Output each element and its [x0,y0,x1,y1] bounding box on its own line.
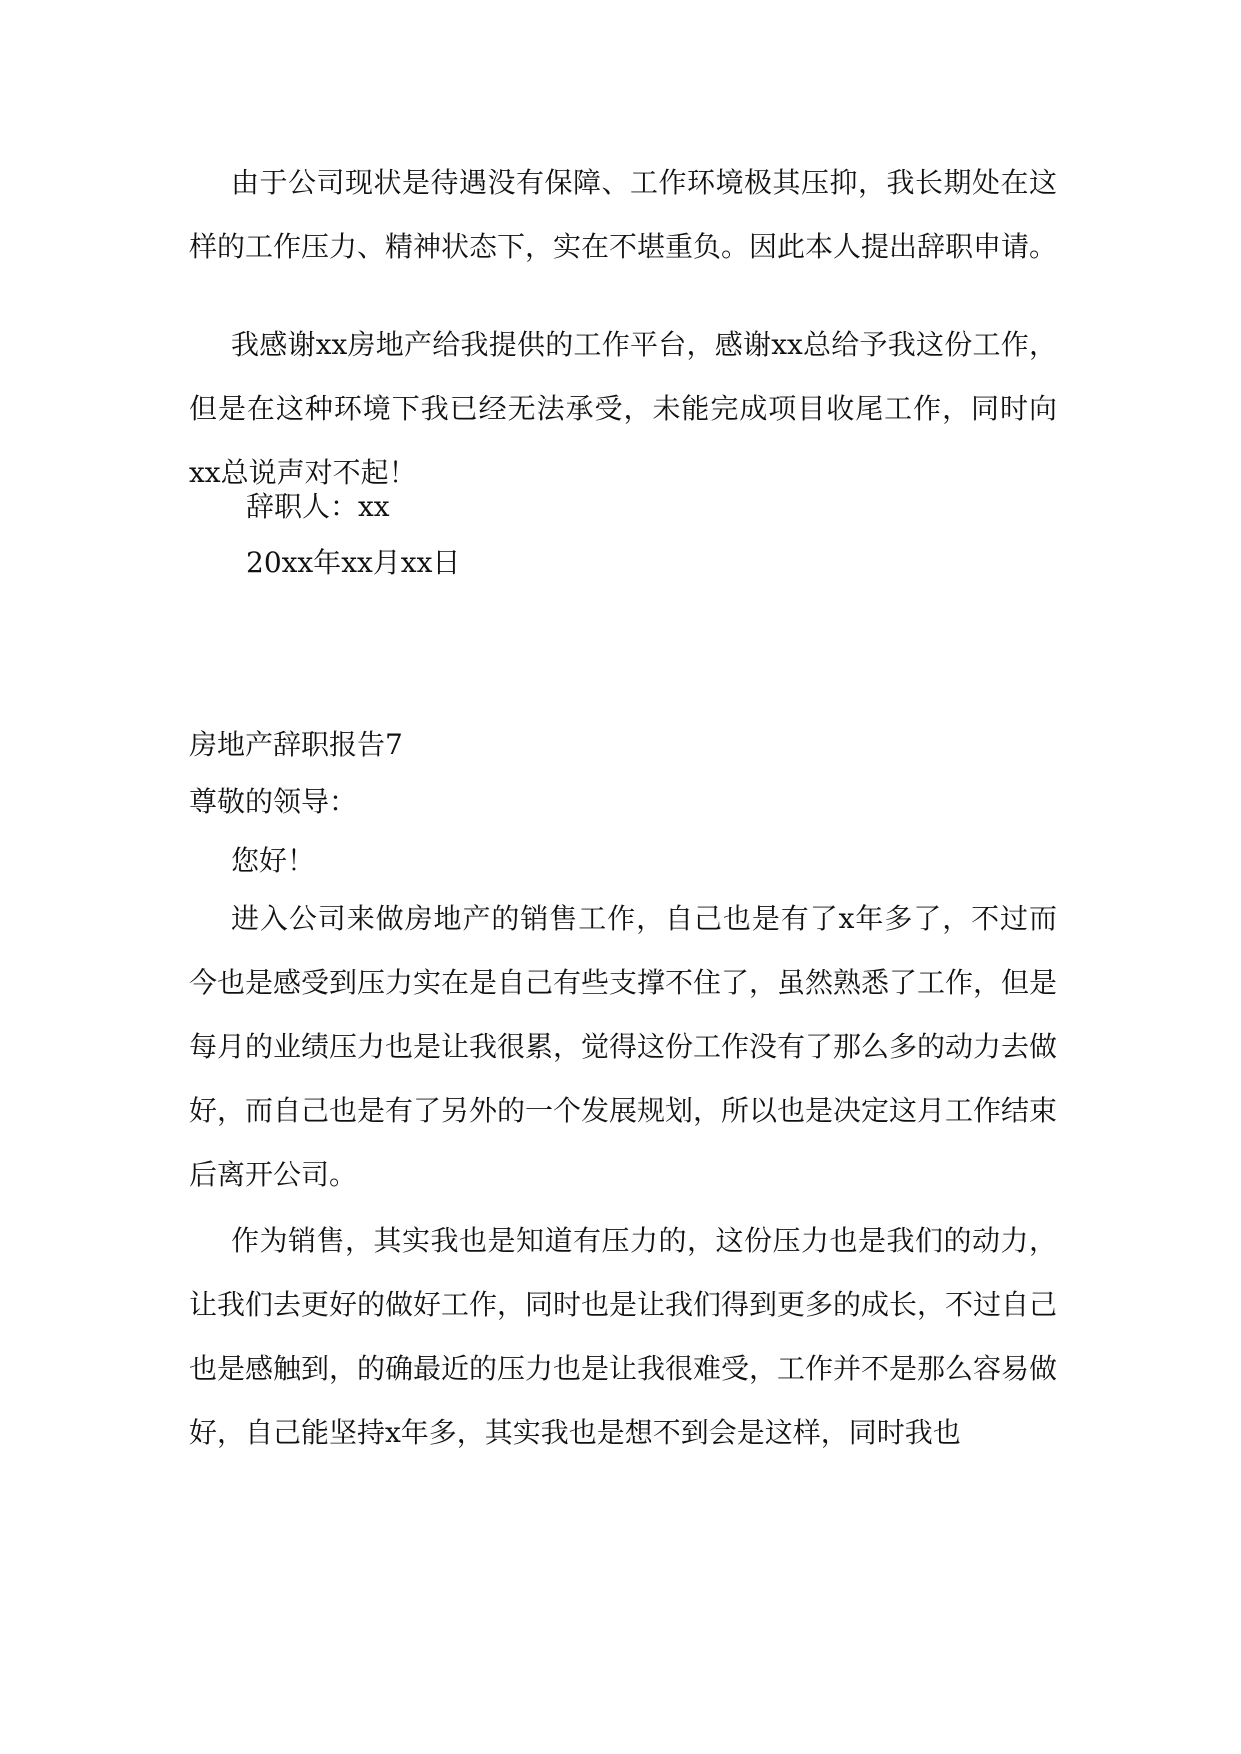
paragraph-body-2: 作为销售，其实我也是知道有压力的，这份压力也是我们的动力，让我们去更好的做好工作，同时也是让我们得到更多的成长，不过自己也是感触到，的确最近的压力也是让我很难受，工作并不是那么容易做好，自己能坚持x年多，其实我也是想不到会是这样，同时我也 [189,1224,1058,1449]
signature-resigner: 辞职人：xx [246,490,390,523]
signature-date: 20xx年xx月xx日 [246,546,461,579]
greeting: 您好！ [231,844,316,877]
salutation: 尊敬的领导： [189,785,358,818]
paragraph-thanks: 我感谢xx房地产给我提供的工作平台，感谢xx总给予我这份工作，但是在这种环境下我已经无法承受，未能完成项目收尾工作，同时向xx总说声对不起！ [189,328,1057,489]
paragraph-reason: 由于公司现状是待遇没有保障、工作环境极其压抑，我长期处在这样的工作压力、精神状态下，实在不堪重负。因此本人提出辞职申请。 [189,166,1058,263]
paragraph-body-1: 进入公司来做房地产的销售工作，自己也是有了x年多了，不过而今也是感受到压力实在是自己有些支撑不住了，虽然熟悉了工作，但是每月的业绩压力也是让我很累，觉得这份工作没有了那么多的动力去做好，而自己也是有了另外的一个发展规划，所以也是决定这月工作结束后离开公司。 [189,902,1058,1191]
section-title: 房地产辞职报告7 [189,728,403,761]
